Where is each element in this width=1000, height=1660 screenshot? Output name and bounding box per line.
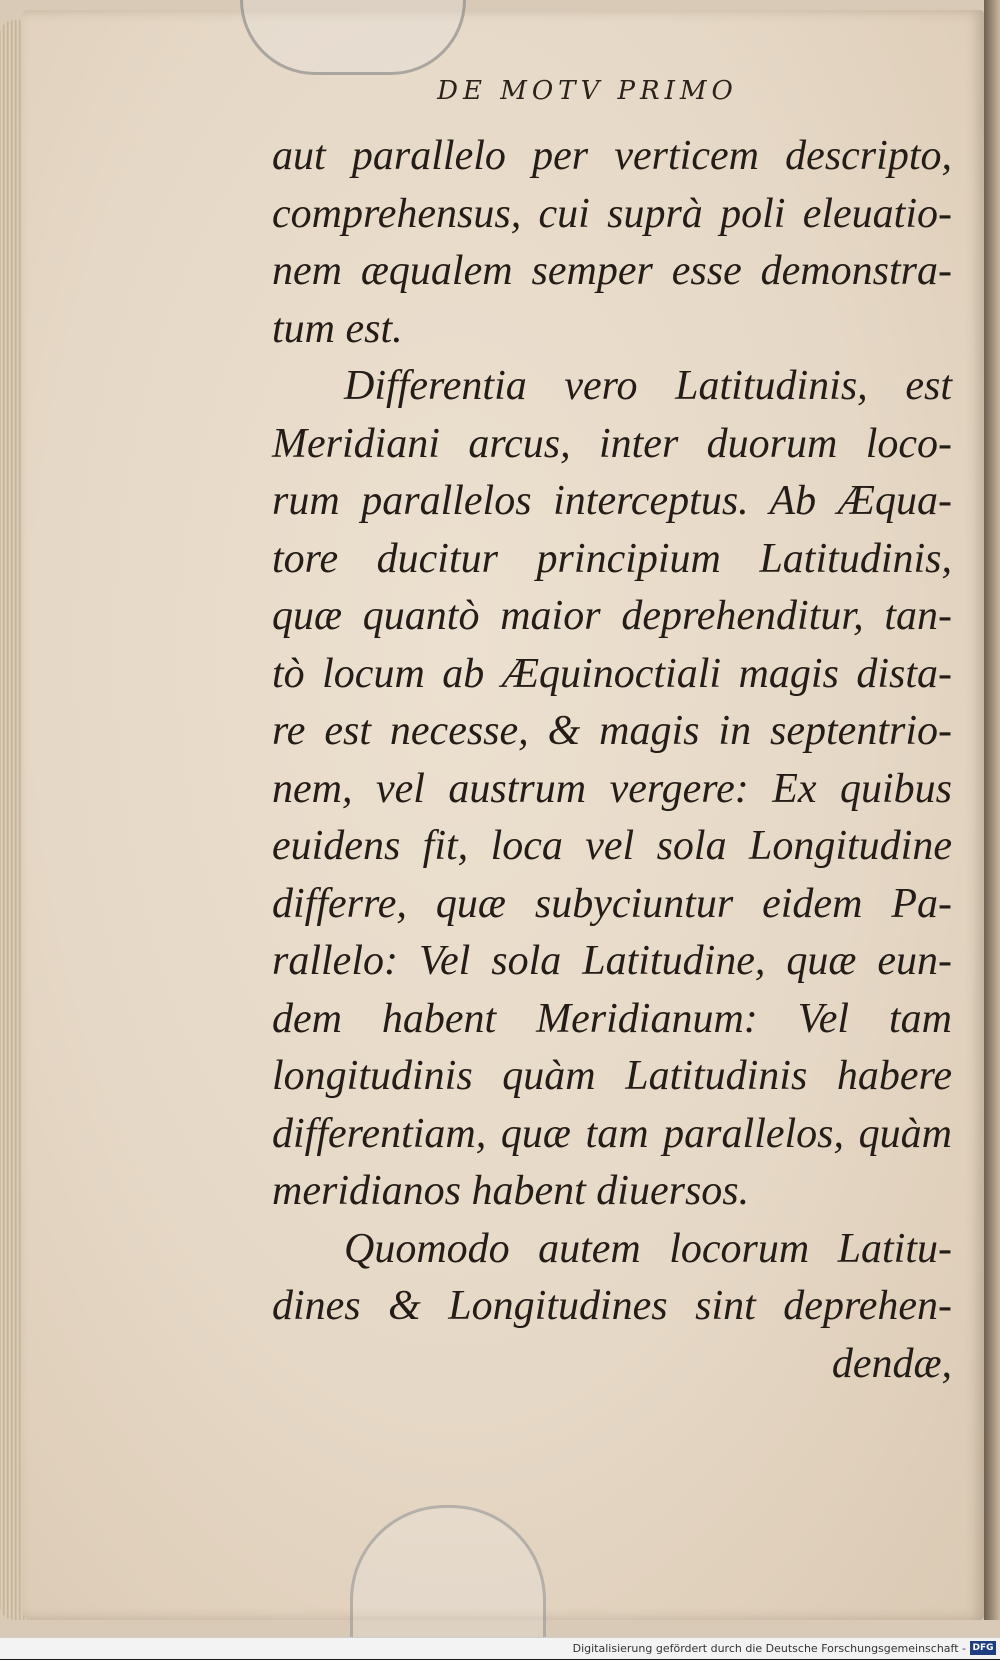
text-line: rallelo: Vel sola Latitudine, quæ eun- — [272, 938, 952, 984]
facing-page-edge — [984, 0, 1000, 1620]
text-line: Differentia vero Latitudinis, est — [344, 363, 952, 409]
text-line: nem æqualem semper esse demonstra- — [272, 248, 952, 294]
text-line: tò locum ab Æquinoctiali magis dista- — [272, 650, 952, 697]
text-line: differentiam, quæ tam parallelos, quàm — [272, 1110, 952, 1157]
dfg-logo-icon: DFG — [970, 1641, 996, 1655]
text-line: nem, vel austrum vergere: Ex quibus — [272, 765, 952, 812]
text-line: differre, quæ subyciuntur eidem Pa- — [272, 880, 952, 927]
text-line: euidens fit, loca vel sola Longitudine — [272, 823, 952, 869]
text-line: dem habent Meridianum: Vel tam — [272, 995, 952, 1042]
text-line: rum parallelos interceptus. Ab Æqua- — [272, 478, 952, 524]
catchword: dendæ, — [831, 1340, 952, 1387]
text-line: dines & Longitudines sint deprehen- — [272, 1283, 952, 1329]
text-line: comprehensus, cui suprà poli eleuatio- — [272, 190, 952, 237]
running-head: DE MOTV PRIMO — [437, 76, 738, 106]
text-line: tum est. — [272, 305, 403, 352]
text-line: re est necesse, & magis in septentrio- — [272, 708, 952, 754]
body-text — [272, 128, 952, 1393]
text-line: meridianos habent diuersos. — [272, 1168, 750, 1214]
text-line: aut parallelo per verticem descripto, — [272, 133, 952, 179]
text-line: Quomodo autem locorum Latitu- — [344, 1225, 952, 1272]
footer-text: Digitalisierung gefördert durch die Deutsche Forschungsgemeinschaft - — [572, 1642, 966, 1655]
text-line: tore ducitur principium Latitudinis, — [272, 535, 952, 582]
digitization-footer — [0, 1637, 1000, 1659]
text-line: longitudinis quàm Latitudinis habere — [272, 1053, 952, 1099]
text-line: quæ quantò maior deprehenditur, tan- — [272, 593, 952, 639]
text-line: Meridiani arcus, inter duorum loco- — [272, 420, 952, 467]
